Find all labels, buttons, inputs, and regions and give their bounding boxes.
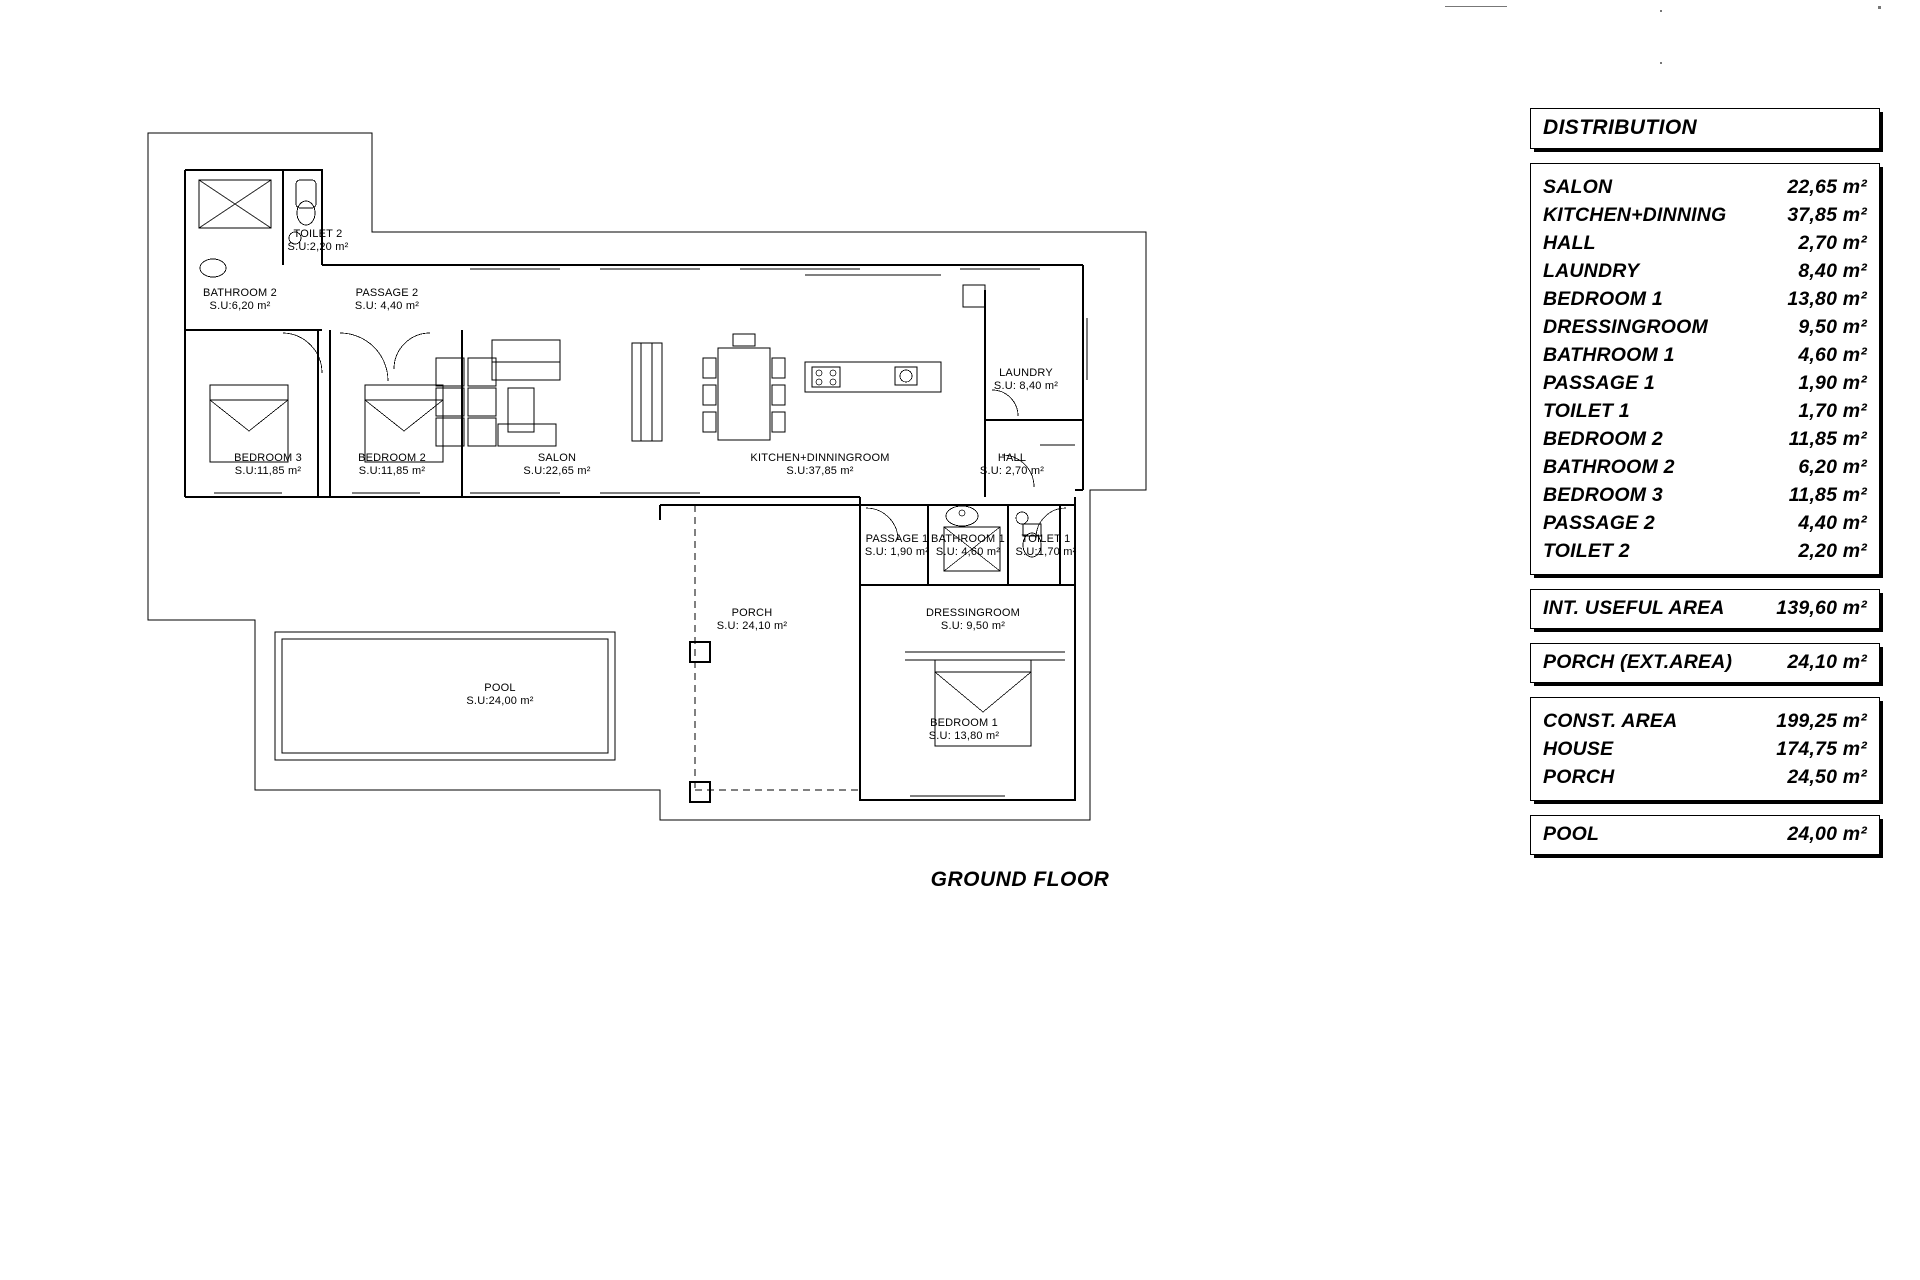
room-label: PASSAGE 2 S.U: 4,40 m² bbox=[354, 287, 420, 312]
room-label: SALON S.U:22,65 m² bbox=[523, 452, 591, 477]
room-name: SALON bbox=[1543, 175, 1613, 198]
const-label: PORCH bbox=[1543, 765, 1615, 788]
room-area: 11,85 m² bbox=[1788, 483, 1867, 506]
table-row bbox=[1543, 313, 1867, 341]
registration-tick bbox=[1660, 62, 1662, 64]
room-area: 8,40 m² bbox=[1798, 259, 1867, 282]
table-row bbox=[1543, 481, 1867, 509]
room-name: BATHROOM 1 bbox=[1543, 343, 1675, 366]
porch-ext-value: 24,10 m² bbox=[1787, 651, 1867, 673]
room-name: HALL bbox=[1543, 231, 1596, 254]
room-name: BEDROOM 1 bbox=[1543, 287, 1663, 310]
room-area: 4,40 m² bbox=[1798, 511, 1867, 534]
room-area: 1,90 m² bbox=[1798, 371, 1867, 394]
room-label: PORCH S.U: 24,10 m² bbox=[716, 607, 788, 632]
table-row bbox=[1543, 229, 1867, 257]
const-label: HOUSE bbox=[1543, 737, 1614, 760]
room-label: BEDROOM 1 S.U: 13,80 m² bbox=[928, 717, 1000, 742]
table-row bbox=[1543, 453, 1867, 481]
room-label: BEDROOM 2 S.U:11,85 m² bbox=[358, 452, 426, 477]
table-row bbox=[1543, 397, 1867, 425]
room-label: PASSAGE 1 S.U: 1,90 m² bbox=[864, 533, 930, 558]
room-name: TOILET 1 bbox=[1543, 399, 1630, 422]
registration-tick bbox=[1878, 6, 1881, 9]
room-area: 2,20 m² bbox=[1798, 539, 1867, 562]
const-value: 24,50 m² bbox=[1787, 765, 1867, 788]
room-area: 4,60 m² bbox=[1798, 343, 1867, 366]
legend-panel bbox=[1530, 108, 1880, 855]
room-area: 6,20 m² bbox=[1798, 455, 1867, 478]
const-value: 174,75 m² bbox=[1776, 737, 1867, 760]
porch-ext-label: PORCH (EXT.AREA) bbox=[1543, 651, 1733, 673]
room-name: KITCHEN+DINNING bbox=[1543, 203, 1727, 226]
table-row bbox=[1543, 735, 1867, 763]
table-row bbox=[1543, 257, 1867, 285]
room-area: 37,85 m² bbox=[1787, 203, 1867, 226]
room-label: BATHROOM 1 S.U: 4,60 m² bbox=[931, 533, 1005, 558]
floor-title: GROUND FLOOR bbox=[930, 868, 1110, 891]
room-name: LAUNDRY bbox=[1543, 259, 1640, 282]
room-name: BATHROOM 2 bbox=[1543, 455, 1675, 478]
room-label: BATHROOM 2 S.U:6,20 m² bbox=[203, 287, 277, 312]
table-row bbox=[1543, 509, 1867, 537]
room-name: PASSAGE 1 bbox=[1543, 371, 1655, 394]
table-row bbox=[1543, 285, 1867, 313]
room-name: BEDROOM 3 bbox=[1543, 483, 1663, 506]
room-area: 9,50 m² bbox=[1798, 315, 1867, 338]
table-row bbox=[1543, 763, 1867, 791]
room-label: TOILET 1 S.U:1,70 m² bbox=[1015, 533, 1077, 558]
pool-value: 24,00 m² bbox=[1787, 823, 1867, 845]
useful-area-value: 139,60 m² bbox=[1776, 597, 1867, 619]
room-area: 22,65 m² bbox=[1787, 175, 1867, 198]
registration-tick bbox=[1660, 10, 1662, 12]
table-row bbox=[1543, 341, 1867, 369]
room-name: DRESSINGROOM bbox=[1543, 315, 1708, 338]
useful-area-label: INT. USEFUL AREA bbox=[1543, 597, 1725, 619]
const-label: CONST. AREA bbox=[1543, 709, 1678, 732]
table-row bbox=[1543, 537, 1867, 565]
room-area: 13,80 m² bbox=[1787, 287, 1867, 310]
room-label: TOILET 2 S.U:2,20 m² bbox=[287, 228, 349, 253]
room-label: BEDROOM 3 S.U:11,85 m² bbox=[234, 452, 302, 477]
table-row bbox=[1543, 173, 1867, 201]
const-value: 199,25 m² bbox=[1776, 709, 1867, 732]
useful-area-box bbox=[1530, 589, 1880, 629]
table-row bbox=[1543, 369, 1867, 397]
distribution-table bbox=[1530, 163, 1880, 575]
room-area: 11,85 m² bbox=[1788, 427, 1867, 450]
legend-title: DISTRIBUTION bbox=[1543, 116, 1698, 139]
pool-label: POOL bbox=[1543, 823, 1600, 845]
room-area: 1,70 m² bbox=[1798, 399, 1867, 422]
legend-title-box bbox=[1530, 108, 1880, 149]
room-name: PASSAGE 2 bbox=[1543, 511, 1655, 534]
table-row bbox=[1543, 707, 1867, 735]
room-label: POOL S.U:24,00 m² bbox=[466, 682, 534, 707]
room-area: 2,70 m² bbox=[1798, 231, 1867, 254]
room-label: LAUNDRY S.U: 8,40 m² bbox=[993, 367, 1059, 392]
construction-area-table bbox=[1530, 697, 1880, 801]
room-label: KITCHEN+DINNINGROOM S.U:37,85 m² bbox=[750, 452, 890, 477]
room-label: HALL S.U: 2,70 m² bbox=[979, 452, 1045, 477]
table-row bbox=[1543, 425, 1867, 453]
room-name: BEDROOM 2 bbox=[1543, 427, 1663, 450]
table-row bbox=[1543, 201, 1867, 229]
room-label: DRESSINGROOM S.U: 9,50 m² bbox=[925, 607, 1021, 632]
room-name: TOILET 2 bbox=[1543, 539, 1630, 562]
porch-ext-area-box bbox=[1530, 643, 1880, 683]
pool-area-box bbox=[1530, 815, 1880, 855]
